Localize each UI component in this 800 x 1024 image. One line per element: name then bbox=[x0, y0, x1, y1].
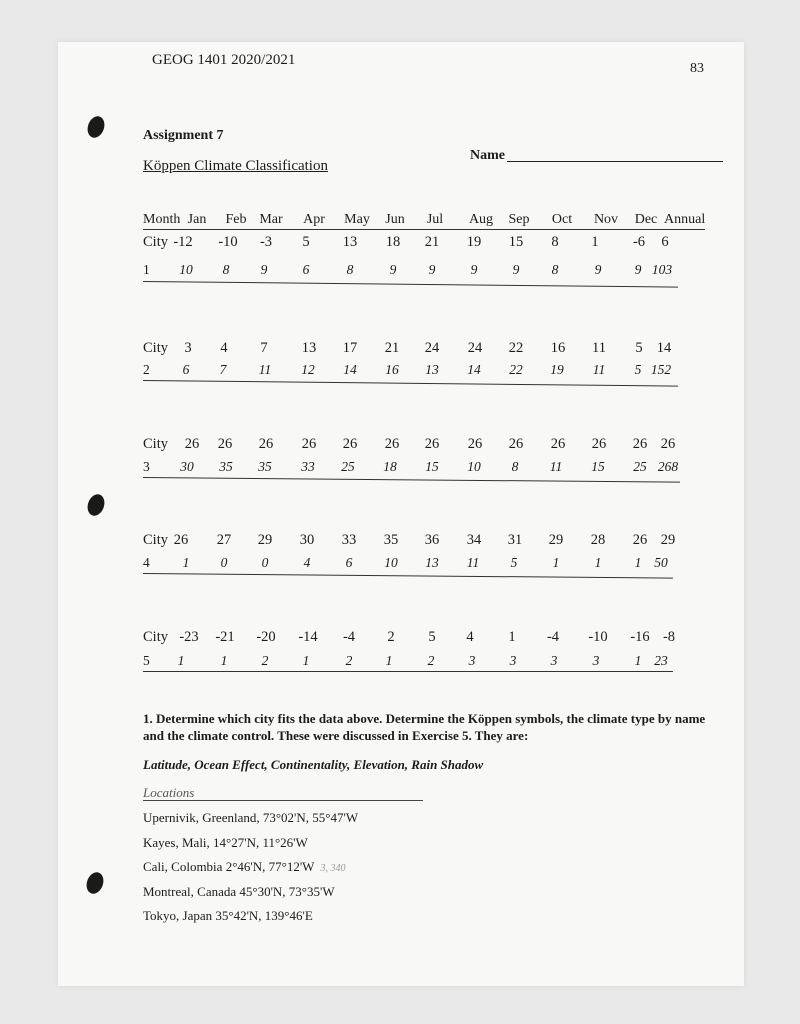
temp-cell: 21 bbox=[424, 234, 440, 250]
location-item: Upernivik, Greenland, 73°02'N, 55°47'W bbox=[143, 810, 359, 825]
temp-cell: 7 bbox=[260, 340, 268, 356]
precip-cell: 8 bbox=[346, 262, 354, 277]
precip-cell: 5 bbox=[634, 362, 642, 377]
column-header: Jul bbox=[426, 212, 444, 227]
precip-cell: 1 bbox=[182, 555, 190, 570]
temp-cell: 33 bbox=[341, 532, 357, 548]
precip-cell: 1 bbox=[385, 653, 393, 668]
precip-cell: 10 bbox=[179, 262, 193, 277]
precip-cell: 6 bbox=[302, 262, 310, 277]
temp-cell: 34 bbox=[466, 532, 482, 548]
temp-cell: 19 bbox=[466, 234, 482, 250]
temp-cell: 26 bbox=[660, 436, 676, 452]
temp-cell: 29 bbox=[660, 532, 676, 548]
temp-cell: 5 bbox=[302, 234, 310, 250]
temp-cell: 8 bbox=[551, 234, 559, 250]
precip-cell: 1 bbox=[634, 653, 642, 668]
temp-cell: -6 bbox=[632, 234, 646, 250]
precip-cell: 5 bbox=[510, 555, 518, 570]
temp-cell: 26 bbox=[591, 436, 607, 452]
precip-cell: 3 bbox=[468, 653, 476, 668]
temp-cell: 14 bbox=[656, 340, 672, 356]
temp-cell: -3 bbox=[259, 234, 273, 250]
precip-cell: 19 bbox=[550, 362, 564, 377]
temp-cell: -12 bbox=[173, 234, 193, 250]
temp-cell: 2 bbox=[387, 629, 395, 645]
location-item bbox=[143, 859, 345, 875]
temp-cell: 5 bbox=[635, 340, 643, 356]
column-header: Annual bbox=[664, 212, 706, 227]
precip-cell: 2 bbox=[427, 653, 435, 668]
column-header: Mar bbox=[259, 212, 283, 227]
temp-cell: -21 bbox=[215, 629, 235, 645]
precip-cell: 18 bbox=[383, 459, 397, 474]
temp-cell: 17 bbox=[342, 340, 358, 356]
precip-cell: 22 bbox=[509, 362, 523, 377]
temp-cell: 3 bbox=[184, 340, 192, 356]
temp-cell: 26 bbox=[424, 436, 440, 452]
temp-cell: 1 bbox=[508, 629, 516, 645]
column-header: Month bbox=[143, 212, 181, 227]
temp-cell: 26 bbox=[342, 436, 358, 452]
temperature-row bbox=[0, 629, 800, 649]
precip-cell: 16 bbox=[385, 362, 399, 377]
precip-cell: 10 bbox=[467, 459, 481, 474]
locations-heading: Locations bbox=[143, 785, 195, 800]
precip-cell: 0 bbox=[261, 555, 269, 570]
precip-cell: 9 bbox=[512, 262, 520, 277]
locations-underline bbox=[143, 800, 423, 801]
temp-cell: 27 bbox=[216, 532, 232, 548]
precip-cell: 6 bbox=[182, 362, 190, 377]
temp-cell: 26 bbox=[258, 436, 274, 452]
temp-cell: 26 bbox=[173, 532, 189, 548]
temp-cell: 16 bbox=[550, 340, 566, 356]
precip-cell: 268 bbox=[657, 459, 679, 474]
city-number: 3 bbox=[143, 459, 150, 474]
temp-cell: -4 bbox=[546, 629, 560, 645]
precip-cell: 25 bbox=[633, 459, 647, 474]
temp-cell: 4 bbox=[466, 629, 474, 645]
precip-cell: 15 bbox=[591, 459, 605, 474]
climate-controls-list: Latitude, Ocean Effect, Continentality, Elevation, Rain Shadow bbox=[143, 757, 484, 772]
precip-cell: 33 bbox=[301, 459, 315, 474]
temp-cell: 29 bbox=[548, 532, 564, 548]
temp-cell: -20 bbox=[256, 629, 276, 645]
city-label: City bbox=[143, 629, 168, 645]
precip-cell: 3 bbox=[592, 653, 600, 668]
temperature-row bbox=[0, 532, 800, 552]
precip-cell: 35 bbox=[258, 459, 272, 474]
city-number: 1 bbox=[143, 262, 150, 277]
header-underline bbox=[143, 229, 705, 230]
city-number: 2 bbox=[143, 362, 150, 377]
page-number: 83 bbox=[690, 61, 704, 76]
temp-cell: 26 bbox=[632, 532, 648, 548]
temp-cell: -14 bbox=[298, 629, 318, 645]
precipitation-row bbox=[0, 262, 800, 282]
column-header: May bbox=[344, 212, 370, 227]
city-label: City bbox=[143, 436, 168, 452]
temp-cell: 24 bbox=[467, 340, 483, 356]
precip-cell: 8 bbox=[222, 262, 230, 277]
precip-cell: 3 bbox=[509, 653, 517, 668]
temp-cell: 26 bbox=[301, 436, 317, 452]
precip-cell: 1 bbox=[634, 555, 642, 570]
column-header: Oct bbox=[551, 212, 573, 227]
row-underline bbox=[143, 671, 673, 672]
temp-cell: 5 bbox=[428, 629, 436, 645]
name-blank-line[interactable] bbox=[507, 161, 723, 162]
city-number: 5 bbox=[143, 653, 150, 668]
temp-cell: 28 bbox=[590, 532, 606, 548]
location-item: Kayes, Mali, 14°27'N, 11°26'W bbox=[143, 835, 308, 850]
precip-cell: 9 bbox=[594, 262, 602, 277]
temp-cell: 36 bbox=[424, 532, 440, 548]
city-number: 4 bbox=[143, 555, 150, 570]
column-header: Jun bbox=[385, 212, 405, 227]
temperature-row bbox=[0, 340, 800, 360]
precip-cell: 7 bbox=[219, 362, 227, 377]
precip-cell: 2 bbox=[345, 653, 353, 668]
temp-cell: -10 bbox=[218, 234, 238, 250]
precip-cell: 2 bbox=[261, 653, 269, 668]
column-header: Dec bbox=[634, 212, 658, 227]
temp-cell: 18 bbox=[385, 234, 401, 250]
column-header: Nov bbox=[593, 212, 619, 227]
precip-cell: 13 bbox=[425, 555, 439, 570]
location-item-text: Cali, Colombia 2°46'N, 77°12'W bbox=[143, 859, 315, 874]
temp-cell: 15 bbox=[508, 234, 524, 250]
precip-cell: 9 bbox=[634, 262, 642, 277]
precipitation-row bbox=[0, 459, 800, 479]
precipitation-row bbox=[0, 555, 800, 575]
temp-cell: 29 bbox=[257, 532, 273, 548]
precip-cell: 3 bbox=[550, 653, 558, 668]
precip-cell: 1 bbox=[594, 555, 602, 570]
temperature-row bbox=[0, 234, 800, 254]
precip-cell: 8 bbox=[551, 262, 559, 277]
precip-cell: 35 bbox=[219, 459, 233, 474]
temp-cell: 26 bbox=[217, 436, 233, 452]
precip-cell: 11 bbox=[549, 459, 563, 474]
question-text: 1. Determine which city fits the data above. Determine the Köppen symbols, the climate type by name and the climate control. These were discussed in Exercise 5. They are: bbox=[143, 711, 706, 743]
temperature-row bbox=[0, 436, 800, 456]
precip-cell: 1 bbox=[302, 653, 310, 668]
precipitation-row bbox=[0, 362, 800, 382]
temp-cell: 13 bbox=[301, 340, 317, 356]
precip-cell: 0 bbox=[220, 555, 228, 570]
precip-cell: 14 bbox=[467, 362, 481, 377]
temp-cell: 26 bbox=[467, 436, 483, 452]
precip-cell: 10 bbox=[384, 555, 398, 570]
column-header: Sep bbox=[508, 212, 530, 227]
city-label: City bbox=[143, 340, 168, 356]
precip-cell: 1 bbox=[220, 653, 228, 668]
precip-cell: 152 bbox=[650, 362, 672, 377]
precip-cell: 11 bbox=[592, 362, 606, 377]
precip-cell: 11 bbox=[466, 555, 480, 570]
temp-cell: 26 bbox=[508, 436, 524, 452]
precip-cell: 9 bbox=[389, 262, 397, 277]
temp-cell: -10 bbox=[588, 629, 608, 645]
precip-cell: 9 bbox=[428, 262, 436, 277]
page-subtitle: Köppen Climate Classification bbox=[143, 158, 328, 174]
pencil-note: 3, 340 bbox=[320, 863, 346, 874]
precip-cell: 1 bbox=[177, 653, 185, 668]
column-header: Feb bbox=[225, 212, 247, 227]
temp-cell: 24 bbox=[424, 340, 440, 356]
temp-cell: 26 bbox=[632, 436, 648, 452]
precip-cell: 15 bbox=[425, 459, 439, 474]
precip-cell: 50 bbox=[654, 555, 668, 570]
temp-cell: 26 bbox=[550, 436, 566, 452]
temp-cell: 21 bbox=[384, 340, 400, 356]
precip-cell: 9 bbox=[470, 262, 478, 277]
temp-cell: 13 bbox=[342, 234, 358, 250]
precip-cell: 4 bbox=[303, 555, 311, 570]
precip-cell: 103 bbox=[651, 262, 673, 277]
precip-cell: 25 bbox=[341, 459, 355, 474]
location-item: Tokyo, Japan 35°42'N, 139°46'E bbox=[143, 908, 313, 923]
temp-cell: -23 bbox=[179, 629, 199, 645]
temp-cell: 6 bbox=[661, 234, 669, 250]
temp-cell: -4 bbox=[342, 629, 356, 645]
city-label: City bbox=[143, 234, 168, 250]
precip-cell: 30 bbox=[180, 459, 194, 474]
temp-cell: 30 bbox=[299, 532, 315, 548]
precip-cell: 14 bbox=[343, 362, 357, 377]
assignment-title: Assignment 7 bbox=[143, 128, 224, 143]
precip-cell: 11 bbox=[258, 362, 272, 377]
name-label: Name bbox=[470, 148, 505, 163]
precip-cell: 1 bbox=[552, 555, 560, 570]
precip-cell: 8 bbox=[511, 459, 519, 474]
precip-cell: 9 bbox=[260, 262, 268, 277]
temp-cell: 31 bbox=[507, 532, 523, 548]
city-label: City bbox=[143, 532, 168, 548]
precip-cell: 6 bbox=[345, 555, 353, 570]
precip-cell: 12 bbox=[301, 362, 315, 377]
temp-cell: 35 bbox=[383, 532, 399, 548]
temp-cell: 4 bbox=[220, 340, 228, 356]
temp-cell: -8 bbox=[662, 629, 676, 645]
temp-cell: 1 bbox=[591, 234, 599, 250]
column-header: Aug bbox=[468, 212, 494, 227]
precip-cell: 23 bbox=[654, 653, 668, 668]
temp-cell: 22 bbox=[508, 340, 524, 356]
column-header: Apr bbox=[303, 212, 325, 227]
temp-cell: -16 bbox=[630, 629, 650, 645]
temp-cell: 26 bbox=[384, 436, 400, 452]
course-header: GEOG 1401 2020/2021 bbox=[152, 52, 296, 68]
column-header: Jan bbox=[187, 212, 207, 227]
precip-cell: 13 bbox=[425, 362, 439, 377]
temp-cell: 26 bbox=[184, 436, 200, 452]
temp-cell: 11 bbox=[592, 340, 606, 356]
location-item: Montreal, Canada 45°30'N, 73°35'W bbox=[143, 884, 335, 899]
precipitation-row bbox=[0, 653, 800, 673]
